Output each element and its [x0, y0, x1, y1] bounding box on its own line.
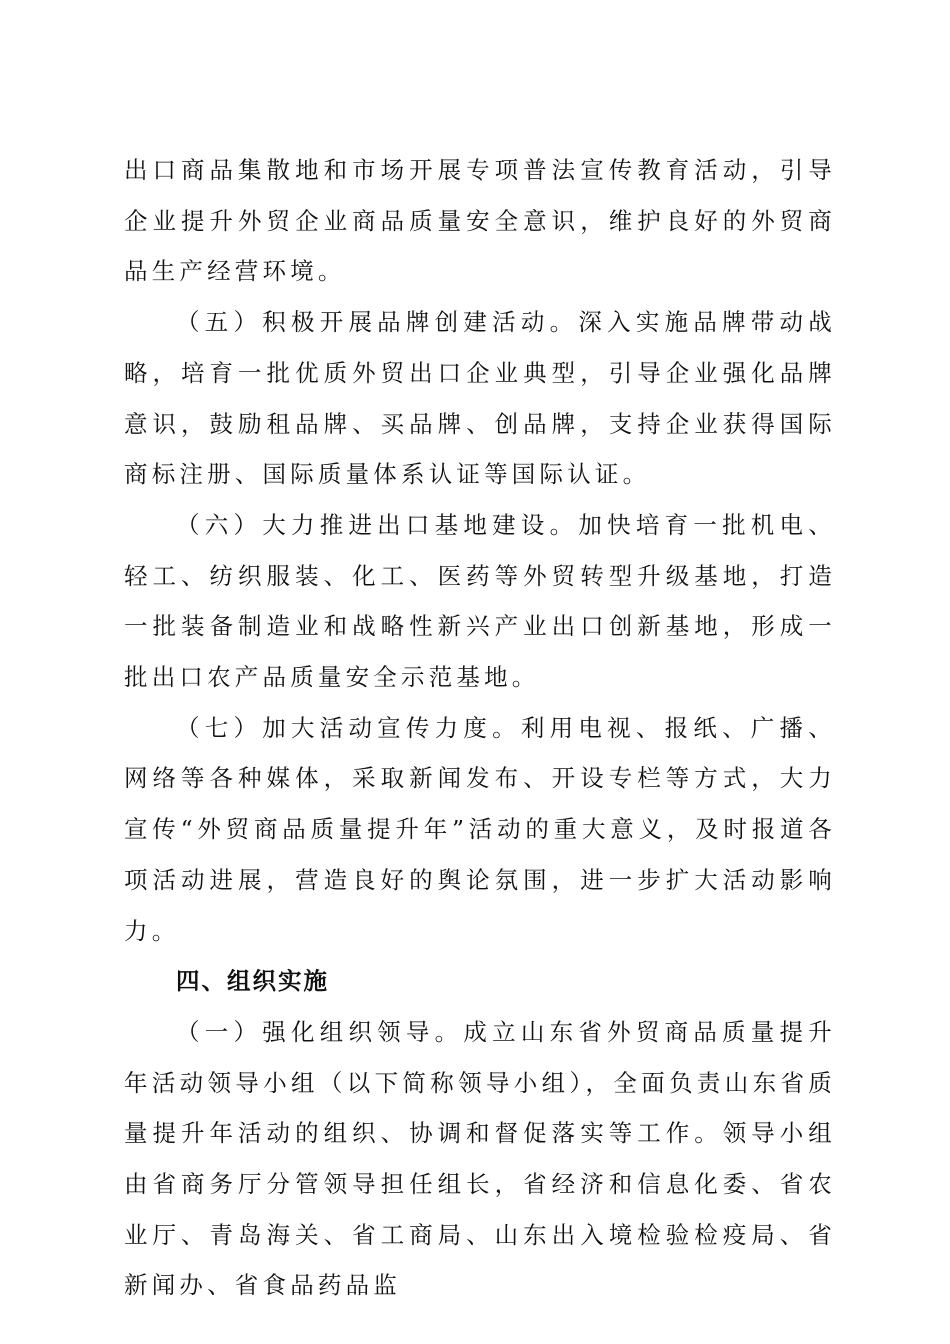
paragraph-item-5: （五）积极开展品牌创建活动。深入实施品牌带动战略，培育一批优质外贸出口企业典型，引导企业强化品牌意识，鼓励租品牌、买品牌、创品牌，支持企业获得国际商标注册、国际质量体系认证等国际认证。 — [124, 308, 836, 489]
paragraph-section-item-1: （一）强化组织领导。成立山东省外贸商品质量提升年活动领导小组（以下简称领导小组），全面负责山东省质量提升年活动的组织、协调和督促落实等工作。领导小组由省商务厅分管领导担任组长，省经济和信息化委、省农业厅、青岛海关、省工商局、山东出入境检验检疫局、省新闻办、省食品药品监 — [124, 1017, 836, 1300]
paragraph-item-7: （七）加大活动宣传力度。利用电视、报纸、广播、网络等各种媒体，采取新闻发布、开设专栏等方式，大力宣传“外贸商品质量提升年”活动的重大意义，及时报道各项活动进展，营造良好的舆论氛围，进一步扩大活动影响力。 — [124, 713, 836, 945]
document-body — [124, 145, 836, 1311]
section-heading: 四、组织实施 — [176, 967, 329, 996]
paragraph-continuation: 出口商品集散地和市场开展专项普法宣传教育活动，引导企业提升外贸企业商品质量安全意识，维护良好的外贸商品生产经营环境。 — [124, 156, 836, 286]
paragraph-item-6: （六）大力推进出口基地建设。加快培育一批机电、轻工、纺织服装、化工、医药等外贸转型升级基地，打造一批装备制造业和战略性新兴产业出口创新基地，形成一批出口农产品质量安全示范基地。 — [124, 510, 836, 692]
